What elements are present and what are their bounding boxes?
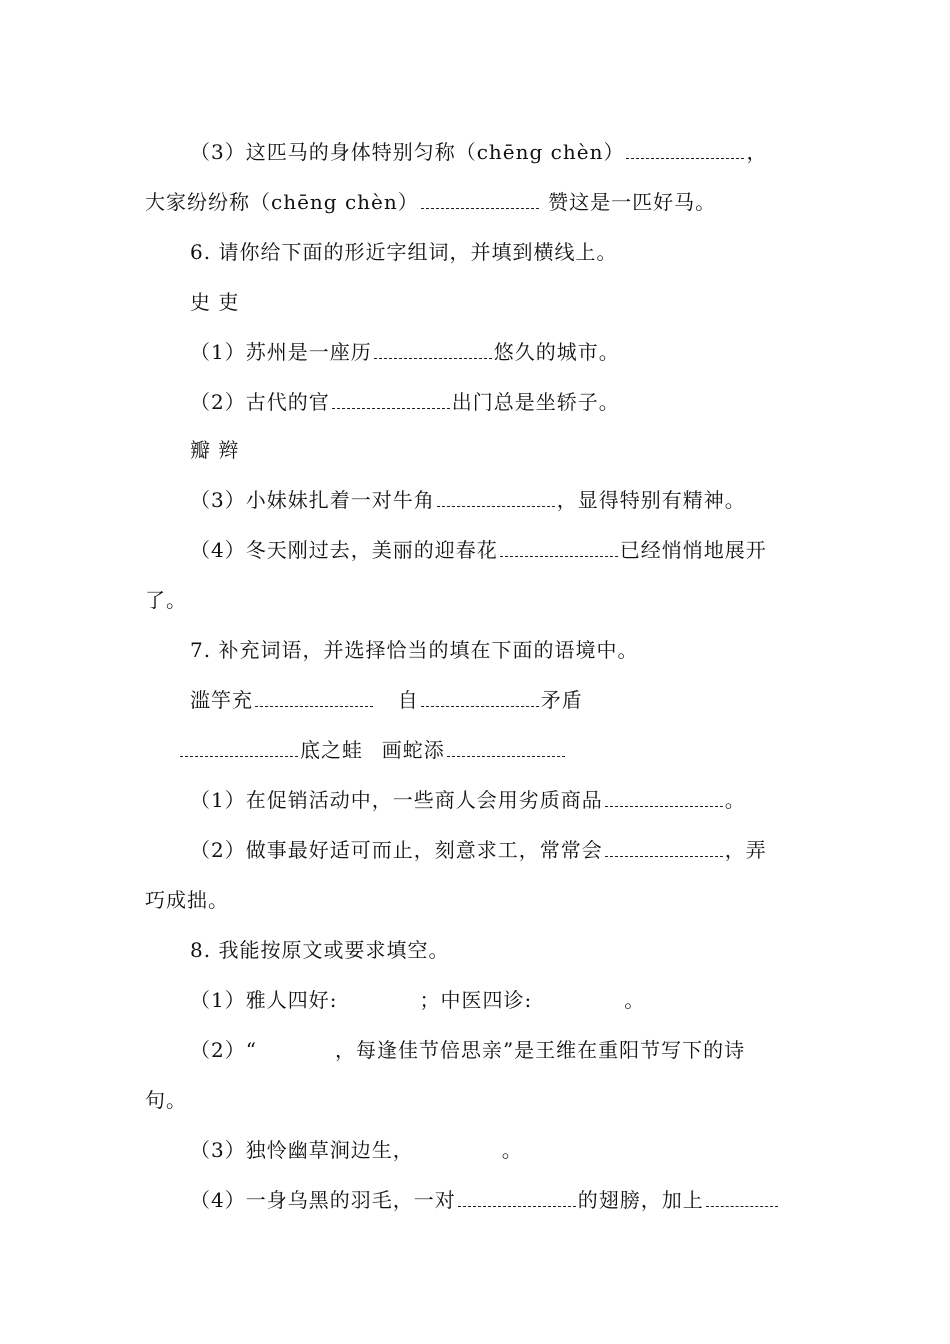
answer-blank[interactable] [605, 792, 723, 807]
answer-blank[interactable] [458, 1192, 576, 1207]
q8-sentence-3-text: （3）独怜幽草涧边生， [190, 1138, 414, 1162]
answer-blank[interactable] [180, 742, 298, 757]
q5-sentence-3-text: （3）这匹马的身体特别匀称（chēng chèn） [190, 140, 625, 164]
q6-sentence-3-text-2: ，显得特别有精神。 [556, 488, 746, 512]
q7-sentence-2 [0, 836, 950, 864]
q6-sentence-2 [0, 388, 950, 416]
q6-sentence-1-text-2: 悠久的城市。 [493, 340, 620, 364]
q8-sentence-4-text: （4）一身乌黑的羽毛，一对 [190, 1188, 456, 1212]
answer-blank[interactable] [421, 194, 539, 209]
answer-blank[interactable] [374, 344, 492, 359]
q8-sentence-2 [0, 1036, 950, 1064]
q6-sentence-2-text-2: 出门总是坐轿子。 [451, 390, 620, 414]
q5-sentence-3-line1 [0, 138, 950, 166]
q6-sentence-2-text: （2）古代的官 [190, 390, 330, 414]
q7-idioms-row-1 [0, 686, 950, 714]
q6-title: 6. 请你给下面的形近字组词，并填到横线上。 [190, 240, 618, 264]
q7-sentence-2-text: （2）做事最好适可而止，刻意求工，常常会 [190, 838, 603, 862]
q6-char-group-1: 史 吏 [190, 290, 240, 314]
answer-blank[interactable] [332, 394, 450, 409]
q6-char-group-2: 瓣 辫 [190, 438, 240, 462]
q7-sentence-2-text-2: ，弄 [724, 838, 767, 862]
q8-sentence-1-text-2: ；中医四诊: [419, 988, 533, 1012]
q5-sentence-3-text-3: 赞这是一匹好马。 [540, 190, 717, 214]
q8-sentence-2-text-2: ，每逢佳节倍思亲”是王维在重阳节写下的诗 [334, 1038, 746, 1062]
q7-sentence-1 [0, 786, 950, 814]
punctuation: 。 [724, 788, 746, 812]
answer-blank[interactable] [706, 1192, 778, 1207]
q8-sentence-3 [0, 1136, 950, 1164]
q6-sentence-3-text: （3）小妹妹扎着一对牛角 [190, 488, 435, 512]
idiom-3: 底之蛙 [300, 738, 363, 762]
punctuation: ， [746, 140, 768, 164]
q6-sentence-3 [0, 486, 950, 514]
q7-idioms-row-2 [0, 736, 950, 764]
q6-sentence-4 [0, 536, 950, 564]
q7-sentence-1-text: （1）在促销活动中，一些商人会用劣质商品 [190, 788, 603, 812]
q6-sentence-4-text-2: 已经悄悄地展开 [619, 538, 767, 562]
q8-sentence-4-text-2: 的翅膀，加上 [577, 1188, 704, 1212]
answer-blank[interactable] [437, 492, 555, 507]
answer-blank[interactable] [605, 842, 723, 857]
q6-sentence-1-text: （1）苏州是一座历 [190, 340, 372, 364]
answer-blank[interactable] [626, 144, 744, 159]
punctuation: 。 [501, 1138, 523, 1162]
q5-sentence-3-text-2: 大家纷纷称（chēng chèn） [145, 190, 419, 214]
q8-sentence-1 [0, 986, 950, 1014]
answer-blank[interactable] [421, 692, 539, 707]
q8-title: 8. 我能按原文或要求填空。 [190, 938, 450, 962]
answer-blank[interactable] [447, 742, 565, 757]
idiom-4: 画蛇添 [381, 738, 445, 762]
answer-blank[interactable] [500, 542, 618, 557]
q5-sentence-3-line2 [0, 188, 950, 216]
q8-sentence-2-end: 句。 [145, 1088, 187, 1112]
punctuation: 。 [624, 988, 646, 1012]
q6-sentence-1 [0, 338, 950, 366]
idiom-2-end: 矛盾 [540, 688, 583, 712]
q6-sentence-4-end: 了。 [145, 588, 187, 612]
q8-sentence-4 [0, 1186, 950, 1214]
idiom-2: 自 [397, 688, 419, 712]
q6-sentence-4-text: （4）冬天刚过去，美丽的迎春花 [190, 538, 498, 562]
q7-title: 7. 补充词语，并选择恰当的填在下面的语境中。 [190, 638, 639, 662]
q8-sentence-2-text: （2）“ [190, 1038, 257, 1062]
q7-sentence-2-end: 巧成拙。 [145, 888, 229, 912]
idiom-1: 滥竽充 [190, 688, 253, 712]
q8-sentence-1-text: （1）雅人四好: [190, 988, 338, 1012]
answer-blank[interactable] [255, 692, 373, 707]
